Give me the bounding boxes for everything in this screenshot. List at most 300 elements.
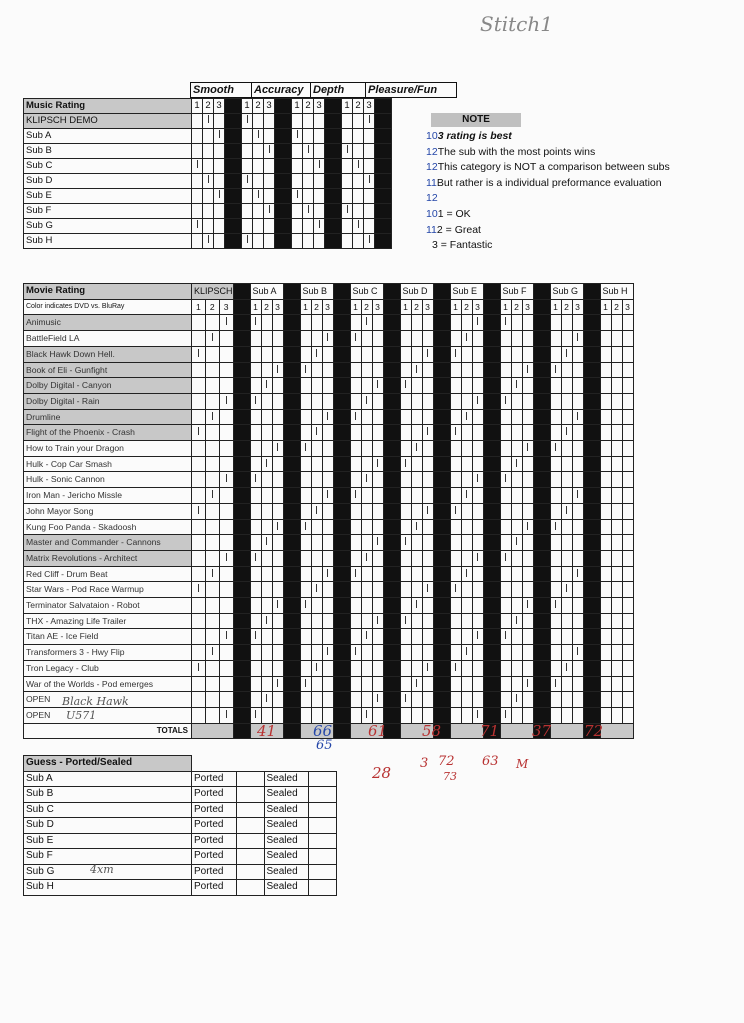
rating-cell[interactable] [342, 174, 353, 189]
rating-cell[interactable] [205, 550, 219, 566]
ported-checkbox[interactable] [236, 771, 264, 787]
rating-cell[interactable] [205, 692, 219, 708]
rating-cell[interactable] [611, 613, 622, 629]
rating-cell[interactable] [272, 519, 283, 535]
rating-cell[interactable] [192, 144, 203, 159]
rating-cell[interactable] [250, 331, 261, 347]
rating-cell[interactable] [611, 629, 622, 645]
rating-cell[interactable] [250, 613, 261, 629]
rating-cell[interactable] [600, 362, 611, 378]
rating-cell[interactable] [550, 676, 561, 692]
rating-cell[interactable] [261, 488, 272, 504]
rating-cell[interactable] [400, 441, 411, 457]
rating-cell[interactable] [372, 598, 383, 614]
rating-cell[interactable] [314, 189, 325, 204]
rating-cell[interactable] [192, 707, 206, 723]
rating-cell[interactable] [300, 393, 311, 409]
rating-cell[interactable] [550, 503, 561, 519]
rating-cell[interactable] [361, 503, 372, 519]
rating-cell[interactable] [361, 425, 372, 441]
rating-cell[interactable] [322, 629, 333, 645]
rating-cell[interactable] [192, 692, 206, 708]
rating-cell[interactable] [253, 159, 264, 174]
rating-cell[interactable] [622, 331, 633, 347]
rating-cell[interactable] [400, 629, 411, 645]
rating-cell[interactable] [250, 519, 261, 535]
rating-cell[interactable] [522, 550, 533, 566]
rating-cell[interactable] [611, 598, 622, 614]
rating-cell[interactable] [511, 582, 522, 598]
rating-cell[interactable] [219, 456, 233, 472]
rating-cell[interactable] [311, 503, 322, 519]
rating-cell[interactable] [561, 645, 572, 661]
rating-cell[interactable] [600, 566, 611, 582]
rating-cell[interactable] [372, 645, 383, 661]
rating-cell[interactable] [522, 613, 533, 629]
rating-cell[interactable] [500, 660, 511, 676]
rating-cell[interactable] [550, 362, 561, 378]
rating-cell[interactable] [461, 472, 472, 488]
rating-cell[interactable] [572, 582, 583, 598]
rating-cell[interactable] [203, 129, 214, 144]
rating-cell[interactable] [311, 660, 322, 676]
rating-cell[interactable] [192, 645, 206, 661]
rating-cell[interactable] [600, 425, 611, 441]
rating-cell[interactable] [450, 315, 461, 331]
rating-cell[interactable] [264, 234, 275, 249]
rating-cell[interactable] [272, 566, 283, 582]
rating-cell[interactable] [342, 129, 353, 144]
rating-cell[interactable] [600, 535, 611, 551]
rating-cell[interactable] [561, 409, 572, 425]
rating-cell[interactable] [350, 629, 361, 645]
rating-cell[interactable] [372, 692, 383, 708]
rating-cell[interactable] [622, 582, 633, 598]
rating-cell[interactable] [203, 144, 214, 159]
rating-cell[interactable] [622, 456, 633, 472]
rating-cell[interactable] [192, 550, 206, 566]
rating-cell[interactable] [422, 488, 433, 504]
rating-cell[interactable] [300, 456, 311, 472]
rating-cell[interactable] [422, 331, 433, 347]
rating-cell[interactable] [272, 582, 283, 598]
rating-cell[interactable] [461, 660, 472, 676]
rating-cell[interactable] [364, 204, 375, 219]
rating-cell[interactable] [361, 598, 372, 614]
rating-cell[interactable] [500, 550, 511, 566]
rating-cell[interactable] [572, 629, 583, 645]
rating-cell[interactable] [572, 676, 583, 692]
rating-cell[interactable] [250, 692, 261, 708]
rating-cell[interactable] [205, 613, 219, 629]
rating-cell[interactable] [522, 488, 533, 504]
rating-cell[interactable] [500, 346, 511, 362]
rating-cell[interactable] [303, 159, 314, 174]
rating-cell[interactable] [461, 566, 472, 582]
rating-cell[interactable] [250, 535, 261, 551]
rating-cell[interactable] [361, 550, 372, 566]
rating-cell[interactable] [261, 472, 272, 488]
rating-cell[interactable] [272, 488, 283, 504]
rating-cell[interactable] [611, 378, 622, 394]
rating-cell[interactable] [205, 519, 219, 535]
rating-cell[interactable] [472, 676, 483, 692]
rating-cell[interactable] [511, 613, 522, 629]
rating-cell[interactable] [461, 519, 472, 535]
rating-cell[interactable] [511, 456, 522, 472]
rating-cell[interactable] [522, 331, 533, 347]
rating-cell[interactable] [600, 456, 611, 472]
rating-cell[interactable] [300, 315, 311, 331]
rating-cell[interactable] [205, 331, 219, 347]
rating-cell[interactable] [522, 456, 533, 472]
rating-cell[interactable] [461, 393, 472, 409]
rating-cell[interactable] [572, 472, 583, 488]
rating-cell[interactable] [400, 331, 411, 347]
rating-cell[interactable] [361, 535, 372, 551]
rating-cell[interactable] [205, 707, 219, 723]
rating-cell[interactable] [250, 378, 261, 394]
rating-cell[interactable] [314, 174, 325, 189]
rating-cell[interactable] [192, 409, 206, 425]
rating-cell[interactable] [350, 660, 361, 676]
rating-cell[interactable] [311, 645, 322, 661]
rating-cell[interactable] [372, 707, 383, 723]
rating-cell[interactable] [550, 409, 561, 425]
rating-cell[interactable] [205, 676, 219, 692]
rating-cell[interactable] [264, 189, 275, 204]
rating-cell[interactable] [622, 535, 633, 551]
rating-cell[interactable] [361, 346, 372, 362]
rating-cell[interactable] [300, 519, 311, 535]
rating-cell[interactable] [500, 645, 511, 661]
rating-cell[interactable] [361, 629, 372, 645]
rating-cell[interactable] [572, 503, 583, 519]
rating-cell[interactable] [203, 174, 214, 189]
rating-cell[interactable] [500, 315, 511, 331]
rating-cell[interactable] [311, 613, 322, 629]
rating-cell[interactable] [261, 598, 272, 614]
rating-cell[interactable] [300, 331, 311, 347]
rating-cell[interactable] [572, 331, 583, 347]
rating-cell[interactable] [422, 566, 433, 582]
rating-cell[interactable] [353, 144, 364, 159]
rating-cell[interactable] [219, 346, 233, 362]
rating-cell[interactable] [219, 629, 233, 645]
rating-cell[interactable] [292, 204, 303, 219]
rating-cell[interactable] [264, 144, 275, 159]
rating-cell[interactable] [350, 519, 361, 535]
rating-cell[interactable] [611, 566, 622, 582]
rating-cell[interactable] [622, 629, 633, 645]
rating-cell[interactable] [205, 660, 219, 676]
rating-cell[interactable] [561, 535, 572, 551]
rating-cell[interactable] [205, 315, 219, 331]
rating-cell[interactable] [572, 425, 583, 441]
rating-cell[interactable] [219, 393, 233, 409]
rating-cell[interactable] [250, 566, 261, 582]
rating-cell[interactable] [461, 456, 472, 472]
rating-cell[interactable] [400, 393, 411, 409]
rating-cell[interactable] [372, 535, 383, 551]
rating-cell[interactable] [500, 566, 511, 582]
rating-cell[interactable] [561, 550, 572, 566]
rating-cell[interactable] [611, 645, 622, 661]
rating-cell[interactable] [561, 393, 572, 409]
rating-cell[interactable] [572, 660, 583, 676]
rating-cell[interactable] [400, 707, 411, 723]
rating-cell[interactable] [242, 204, 253, 219]
rating-cell[interactable] [422, 645, 433, 661]
rating-cell[interactable] [511, 692, 522, 708]
rating-cell[interactable] [300, 629, 311, 645]
rating-cell[interactable] [422, 660, 433, 676]
rating-cell[interactable] [561, 456, 572, 472]
rating-cell[interactable] [422, 503, 433, 519]
rating-cell[interactable] [461, 692, 472, 708]
rating-cell[interactable] [500, 676, 511, 692]
rating-cell[interactable] [192, 331, 206, 347]
rating-cell[interactable] [472, 692, 483, 708]
rating-cell[interactable] [353, 219, 364, 234]
rating-cell[interactable] [261, 378, 272, 394]
rating-cell[interactable] [472, 331, 483, 347]
rating-cell[interactable] [472, 503, 483, 519]
rating-cell[interactable] [372, 409, 383, 425]
rating-cell[interactable] [411, 425, 422, 441]
rating-cell[interactable] [342, 159, 353, 174]
rating-cell[interactable] [411, 550, 422, 566]
rating-cell[interactable] [400, 488, 411, 504]
rating-cell[interactable] [205, 582, 219, 598]
rating-cell[interactable] [350, 472, 361, 488]
rating-cell[interactable] [622, 425, 633, 441]
rating-cell[interactable] [522, 707, 533, 723]
rating-cell[interactable] [572, 535, 583, 551]
rating-cell[interactable] [422, 550, 433, 566]
rating-cell[interactable] [192, 598, 206, 614]
rating-cell[interactable] [272, 629, 283, 645]
rating-cell[interactable] [300, 346, 311, 362]
rating-cell[interactable] [250, 456, 261, 472]
rating-cell[interactable] [203, 189, 214, 204]
rating-cell[interactable] [219, 692, 233, 708]
rating-cell[interactable] [500, 503, 511, 519]
rating-cell[interactable] [219, 362, 233, 378]
rating-cell[interactable] [422, 519, 433, 535]
rating-cell[interactable] [561, 692, 572, 708]
rating-cell[interactable] [522, 566, 533, 582]
rating-cell[interactable] [611, 425, 622, 441]
rating-cell[interactable] [450, 582, 461, 598]
rating-cell[interactable] [261, 613, 272, 629]
rating-cell[interactable] [422, 613, 433, 629]
rating-cell[interactable] [400, 598, 411, 614]
rating-cell[interactable] [411, 315, 422, 331]
rating-cell[interactable] [561, 676, 572, 692]
rating-cell[interactable] [600, 315, 611, 331]
rating-cell[interactable] [561, 566, 572, 582]
rating-cell[interactable] [472, 645, 483, 661]
rating-cell[interactable] [219, 315, 233, 331]
rating-cell[interactable] [550, 472, 561, 488]
rating-cell[interactable] [600, 378, 611, 394]
rating-cell[interactable] [261, 456, 272, 472]
rating-cell[interactable] [511, 378, 522, 394]
rating-cell[interactable] [572, 566, 583, 582]
rating-cell[interactable] [561, 488, 572, 504]
rating-cell[interactable] [353, 174, 364, 189]
rating-cell[interactable] [272, 535, 283, 551]
sealed-checkbox[interactable] [308, 771, 336, 787]
rating-cell[interactable] [322, 362, 333, 378]
rating-cell[interactable] [400, 346, 411, 362]
rating-cell[interactable] [361, 676, 372, 692]
rating-cell[interactable] [500, 488, 511, 504]
rating-cell[interactable] [342, 114, 353, 129]
sealed-checkbox[interactable] [308, 833, 336, 849]
rating-cell[interactable] [261, 441, 272, 457]
rating-cell[interactable] [214, 174, 225, 189]
rating-cell[interactable] [500, 409, 511, 425]
rating-cell[interactable] [350, 488, 361, 504]
rating-cell[interactable] [500, 519, 511, 535]
rating-cell[interactable] [353, 114, 364, 129]
rating-cell[interactable] [192, 503, 206, 519]
rating-cell[interactable] [311, 331, 322, 347]
rating-cell[interactable] [611, 660, 622, 676]
rating-cell[interactable] [372, 566, 383, 582]
rating-cell[interactable] [300, 550, 311, 566]
rating-cell[interactable] [411, 613, 422, 629]
rating-cell[interactable] [350, 456, 361, 472]
rating-cell[interactable] [572, 393, 583, 409]
rating-cell[interactable] [364, 114, 375, 129]
rating-cell[interactable] [250, 660, 261, 676]
rating-cell[interactable] [192, 582, 206, 598]
rating-cell[interactable] [472, 346, 483, 362]
rating-cell[interactable] [411, 535, 422, 551]
rating-cell[interactable] [561, 315, 572, 331]
rating-cell[interactable] [561, 598, 572, 614]
rating-cell[interactable] [350, 707, 361, 723]
rating-cell[interactable] [311, 378, 322, 394]
rating-cell[interactable] [311, 598, 322, 614]
rating-cell[interactable] [353, 189, 364, 204]
rating-cell[interactable] [561, 503, 572, 519]
rating-cell[interactable] [261, 315, 272, 331]
rating-cell[interactable] [561, 331, 572, 347]
rating-cell[interactable] [322, 535, 333, 551]
rating-cell[interactable] [522, 692, 533, 708]
rating-cell[interactable] [350, 362, 361, 378]
rating-cell[interactable] [261, 346, 272, 362]
rating-cell[interactable] [411, 488, 422, 504]
rating-cell[interactable] [219, 550, 233, 566]
rating-cell[interactable] [242, 189, 253, 204]
rating-cell[interactable] [264, 114, 275, 129]
rating-cell[interactable] [572, 598, 583, 614]
rating-cell[interactable] [219, 535, 233, 551]
rating-cell[interactable] [205, 598, 219, 614]
rating-cell[interactable] [205, 393, 219, 409]
rating-cell[interactable] [300, 613, 311, 629]
rating-cell[interactable] [322, 472, 333, 488]
rating-cell[interactable] [422, 441, 433, 457]
rating-cell[interactable] [300, 535, 311, 551]
rating-cell[interactable] [242, 114, 253, 129]
rating-cell[interactable] [472, 613, 483, 629]
rating-cell[interactable] [364, 174, 375, 189]
rating-cell[interactable] [214, 189, 225, 204]
rating-cell[interactable] [511, 519, 522, 535]
rating-cell[interactable] [622, 441, 633, 457]
rating-cell[interactable] [261, 550, 272, 566]
rating-cell[interactable] [361, 441, 372, 457]
rating-cell[interactable] [322, 441, 333, 457]
rating-cell[interactable] [361, 519, 372, 535]
rating-cell[interactable] [450, 598, 461, 614]
rating-cell[interactable] [422, 378, 433, 394]
rating-cell[interactable] [353, 204, 364, 219]
rating-cell[interactable] [400, 315, 411, 331]
rating-cell[interactable] [214, 234, 225, 249]
rating-cell[interactable] [300, 488, 311, 504]
rating-cell[interactable] [350, 582, 361, 598]
rating-cell[interactable] [550, 550, 561, 566]
rating-cell[interactable] [372, 503, 383, 519]
rating-cell[interactable] [611, 346, 622, 362]
rating-cell[interactable] [622, 660, 633, 676]
rating-cell[interactable] [450, 676, 461, 692]
rating-cell[interactable] [264, 159, 275, 174]
rating-cell[interactable] [272, 503, 283, 519]
rating-cell[interactable] [214, 144, 225, 159]
rating-cell[interactable] [472, 629, 483, 645]
rating-cell[interactable] [411, 503, 422, 519]
rating-cell[interactable] [372, 488, 383, 504]
rating-cell[interactable] [261, 582, 272, 598]
rating-cell[interactable] [400, 362, 411, 378]
rating-cell[interactable] [350, 393, 361, 409]
rating-cell[interactable] [361, 488, 372, 504]
rating-cell[interactable] [250, 645, 261, 661]
rating-cell[interactable] [472, 582, 483, 598]
rating-cell[interactable] [314, 129, 325, 144]
rating-cell[interactable] [550, 315, 561, 331]
rating-cell[interactable] [219, 566, 233, 582]
rating-cell[interactable] [214, 219, 225, 234]
rating-cell[interactable] [322, 582, 333, 598]
rating-cell[interactable] [250, 707, 261, 723]
rating-cell[interactable] [572, 645, 583, 661]
rating-cell[interactable] [561, 582, 572, 598]
rating-cell[interactable] [450, 393, 461, 409]
rating-cell[interactable] [314, 114, 325, 129]
rating-cell[interactable] [364, 219, 375, 234]
rating-cell[interactable] [511, 503, 522, 519]
rating-cell[interactable] [600, 488, 611, 504]
rating-cell[interactable] [450, 456, 461, 472]
rating-cell[interactable] [511, 598, 522, 614]
rating-cell[interactable] [472, 441, 483, 457]
ported-checkbox[interactable] [236, 802, 264, 818]
rating-cell[interactable] [261, 676, 272, 692]
rating-cell[interactable] [253, 129, 264, 144]
rating-cell[interactable] [461, 409, 472, 425]
rating-cell[interactable] [242, 219, 253, 234]
rating-cell[interactable] [192, 425, 206, 441]
